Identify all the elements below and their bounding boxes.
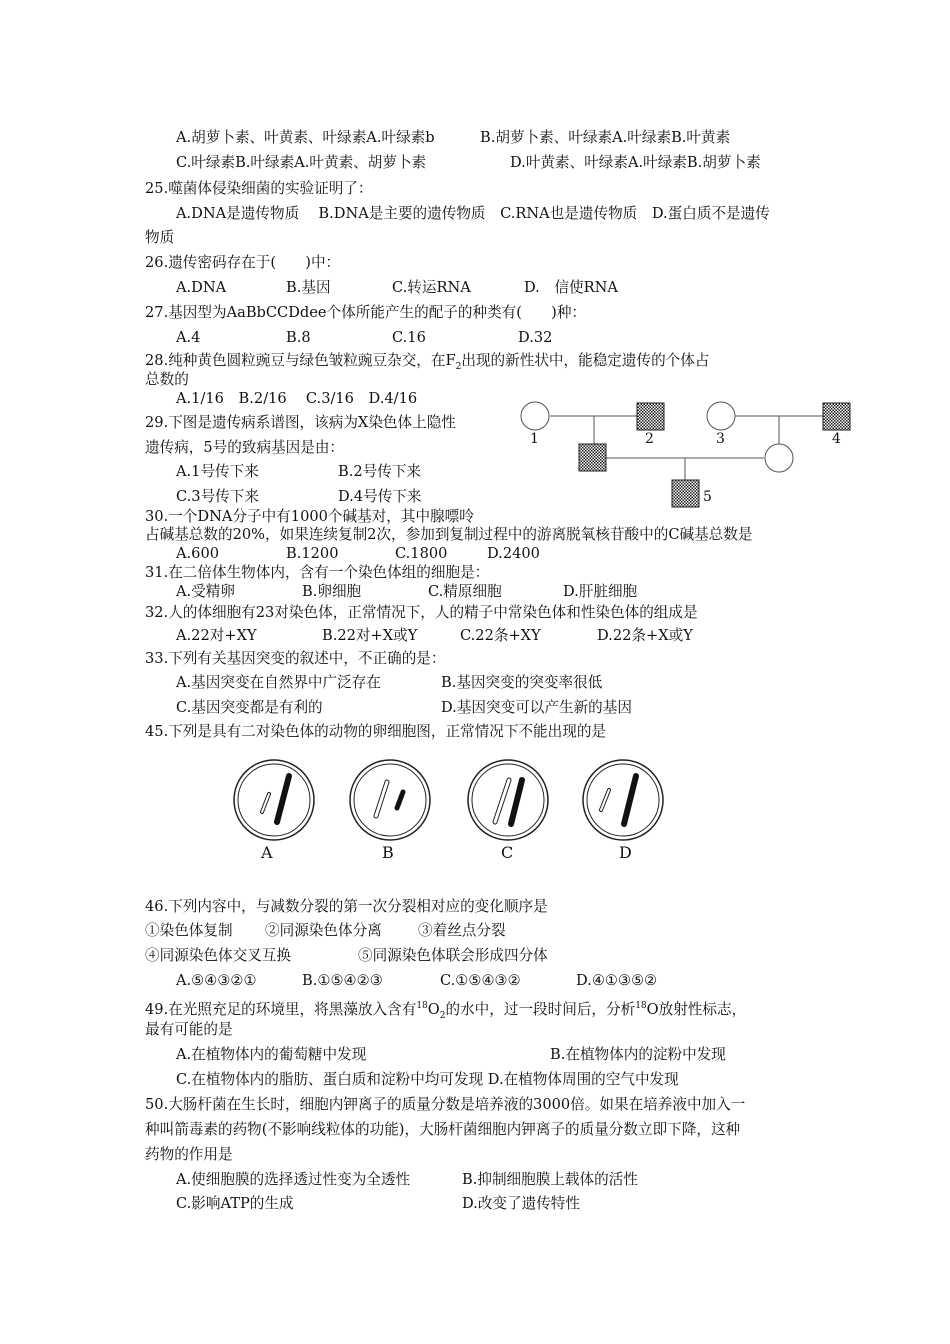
- egg-cell-label-c: C: [501, 843, 514, 862]
- q32-option-b: B.22对+X或Y: [322, 627, 418, 644]
- pedigree-individual-6: [579, 444, 606, 471]
- q32-stem: 32.人的体细胞有23对染色体，正常情况下，人的精子中常染色体和性染色体的组成是: [145, 604, 698, 621]
- pedigree-label-5: 5: [703, 489, 712, 505]
- pedigree-label-2: 2: [645, 431, 654, 447]
- q28-stem: 28.纯种黄色圆粒豌豆与绿色皱粒豌豆杂交，在$F_2$出现的新性状中，能稳定遗传的个体占: [145, 352, 710, 372]
- q46-option-d: D.④①③⑤②: [576, 972, 658, 989]
- q24-option-c: C.叶绿素B.叶绿素A.叶黄素、胡萝卜素: [176, 154, 427, 171]
- q30-option-c: C.1800: [395, 545, 448, 562]
- q50-option-b: B.抑制细胞膜上载体的活性: [462, 1171, 638, 1188]
- egg-cell-a: [234, 760, 314, 840]
- q32-option-c: C.22条+XY: [460, 627, 541, 644]
- q24-option-d: D.叶黄素、叶绿素A.叶绿素B.胡萝卜素: [510, 154, 761, 171]
- egg-cell-label-a: A: [261, 843, 273, 862]
- pedigree-individual-3: [707, 402, 735, 430]
- q49-stem-cont: 最有可能的是: [145, 1021, 233, 1038]
- q33-option-b: B.基因突变的突变率很低: [441, 674, 603, 691]
- q31-stem: 31.在二倍体生物体内，含有一个染色体组的细胞是：: [145, 564, 490, 581]
- q29-option-c: C.3号传下来: [176, 488, 259, 505]
- q26-option-a: A.DNA: [176, 279, 227, 296]
- q32-option-d: D.22条+X或Y: [597, 627, 693, 644]
- q27-option-d: D.32: [518, 329, 553, 346]
- q49-option-c-d: C.在植物体内的脂肪、蛋白质和淀粉中均可发现 D.在植物体周围的空气中发现: [176, 1071, 679, 1088]
- pedigree-label-1: 1: [530, 431, 539, 447]
- q31-option-c: C.精原细胞: [428, 583, 502, 600]
- q29-option-b: B.2号传下来: [338, 463, 422, 480]
- q46-item-3: ③着丝点分裂: [418, 922, 506, 939]
- q33-option-a: A.基因突变在自然界中广泛存在: [176, 674, 381, 691]
- q31-option-a: A.受精卵: [176, 583, 235, 600]
- q25-options: A.DNA是遗传物质 B.DNA是主要的遗传物质 C.RNA也是遗传物质 D.蛋白质不是遗传: [176, 205, 770, 222]
- pedigree-label-3: 3: [716, 431, 725, 447]
- pedigree-individual-1: [521, 402, 549, 430]
- egg-cell-b: [350, 760, 430, 840]
- q49-stem: 49.在光照充足的环境里，将黑藻放入含有$^{18}O_2$的水中，过一段时间后，分析$^{18}$O放射性标志，: [145, 1000, 747, 1021]
- q46-item-4: ④同源染色体交叉互换: [145, 947, 291, 964]
- q30-option-d: D.2400: [487, 545, 540, 562]
- q26-stem: 26.遗传密码存在于( )中：: [145, 254, 341, 271]
- q33-option-c: C.基因突变都是有利的: [176, 699, 323, 716]
- q46-item-5: ⑤同源染色体联会形成四分体: [358, 947, 548, 964]
- q32-option-a: A.22对+XY: [176, 627, 257, 644]
- q50-option-a: A.使细胞膜的选择透过性变为全透性: [176, 1171, 411, 1188]
- q46-option-b: B.①⑤④②③: [302, 972, 383, 989]
- egg-cell-label-b: B: [382, 843, 394, 862]
- q33-stem: 33.下列有关基因突变的叙述中，不正确的是：: [145, 650, 446, 667]
- q27-stem: 27.基因型为AaBbCCDdee个体所能产生的配子的种类有( )种：: [145, 304, 587, 321]
- q49-option-a: A.在植物体内的葡萄糖中发现: [176, 1046, 367, 1063]
- q33-option-d: D.基因突变可以产生新的基因: [441, 699, 632, 716]
- q25-options-cont: 物质: [145, 229, 175, 246]
- pedigree-individual-4: [823, 403, 850, 430]
- q29-stem: 29.下图是遗传病系谱图，该病为X染色体上隐性: [145, 414, 456, 431]
- q45-stem: 45.下列是具有二对染色体的动物的卵细胞图，正常情况下不能出现的是: [145, 723, 607, 740]
- q50-stem-cont1: 种叫箭毒素的药物(不影响线粒体的功能)，大肠杆菌细胞内钾离子的质量分数立即下降，这种: [145, 1121, 741, 1138]
- q50-stem-cont2: 药物的作用是: [145, 1146, 233, 1163]
- pedigree-individual-2: [637, 403, 664, 430]
- q26-option-c: C.转运RNA: [392, 279, 471, 296]
- q46-option-c: C.①⑤④③②: [440, 972, 521, 989]
- q50-option-d: D.改变了遗传特性: [462, 1195, 580, 1212]
- pedigree-individual-5: [672, 480, 699, 507]
- q24-option-a: A.胡萝卜素、叶黄素、叶绿素A.叶绿素b: [176, 129, 435, 146]
- pedigree-label-4: 4: [832, 431, 841, 447]
- q26-option-b: B.基因: [286, 279, 331, 296]
- q49-option-b: B.在植物体内的淀粉中发现: [550, 1046, 726, 1063]
- q30-stem-cont: 占碱基总数的20%，如果连续复制2次，参加到复制过程中的游离脱氧核苷酸中的C碱基总数是: [145, 526, 753, 543]
- q30-option-b: B.1200: [286, 545, 339, 562]
- q25-stem: 25.噬菌体侵染细菌的实验证明了：: [145, 180, 373, 197]
- q31-option-d: D.肝脏细胞: [563, 583, 638, 600]
- egg-cell-label-d: D: [619, 843, 632, 862]
- q46-option-a: A.⑤④③②①: [176, 972, 257, 989]
- q26-option-d: D. 信使RNA: [524, 279, 618, 296]
- egg-cell-c: [468, 760, 548, 840]
- pedigree-chart: [510, 396, 860, 514]
- q31-option-b: B.卵细胞: [302, 583, 362, 600]
- pedigree-individual-7: [765, 444, 793, 472]
- q28-options: A.1/16 B.2/16 C.3/16 D.4/16: [176, 390, 418, 407]
- q29-option-d: D.4号传下来: [338, 488, 422, 505]
- q29-option-a: A.1号传下来: [176, 463, 259, 480]
- q28-stem-cont: 总数的: [145, 371, 189, 388]
- q29-stem-cont: 遗传病，5号的致病基因是由：: [145, 439, 345, 456]
- q46-stem: 46.下列内容中，与减数分裂的第一次分裂相对应的变化顺序是: [145, 898, 548, 915]
- q50-option-c: C.影响ATP的生成: [176, 1195, 294, 1212]
- q27-option-c: C.16: [392, 329, 426, 346]
- q27-option-a: A.4: [176, 329, 201, 346]
- q30-stem: 30.一个DNA分子中有1000个碱基对，其中腺嘌呤: [145, 508, 474, 525]
- egg-cell-figure: [225, 752, 675, 864]
- egg-cell-d: [583, 760, 663, 840]
- q46-item-2: ②同源染色体分离: [265, 922, 382, 939]
- q50-stem: 50.大肠杆菌在生长时，细胞内钾离子的质量分数是培养液的3000倍。如果在培养液中加入一: [145, 1096, 746, 1113]
- q46-item-1: ①染色体复制: [145, 922, 233, 939]
- q30-option-a: A.600: [176, 545, 220, 562]
- q24-option-b: B.胡萝卜素、叶绿素A.叶绿素B.叶黄素: [480, 129, 731, 146]
- q27-option-b: B.8: [286, 329, 311, 346]
